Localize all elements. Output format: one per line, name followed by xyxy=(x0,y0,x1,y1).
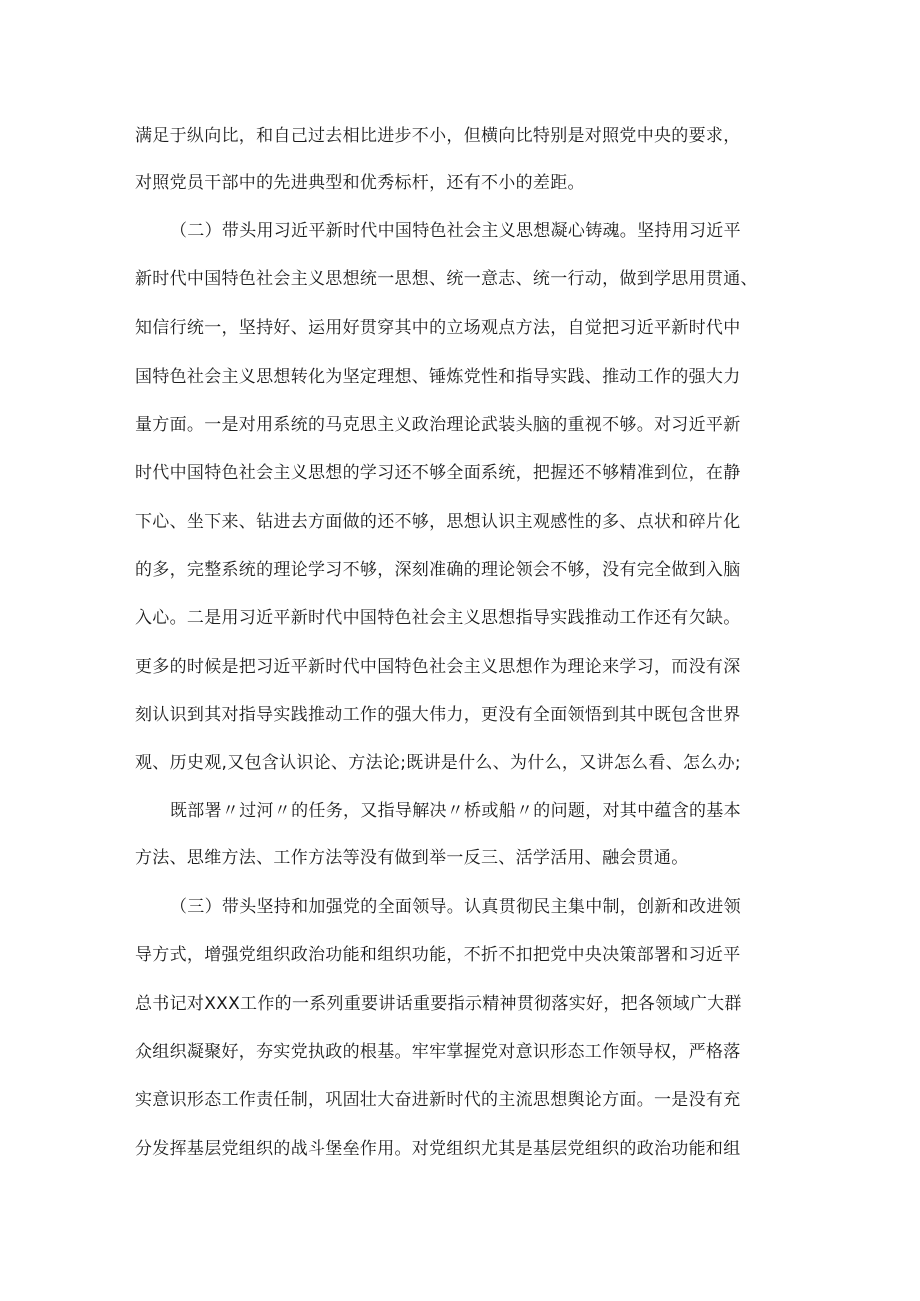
text-line-content: 众组织凝聚好，夯实党执政的根基。牢牢掌握党对意识形态工作领导权，严格落 xyxy=(135,1042,741,1062)
text-line xyxy=(0,362,920,392)
text-line-content: 分发挥基层党组织的战斗堡垒作用。对党组织尤其是基层党组织的政治功能和组 xyxy=(135,1139,741,1159)
text-line-content: 知信行统一，坚持好、运用好贯穿其中的立场观点方法，自觉把习近平新时代中 xyxy=(135,318,741,338)
text-line-content: 国特色社会主义思想转化为坚定理想、锤炼党性和指导实践、推动工作的强大力 xyxy=(135,367,741,387)
text-line-content: 新时代中国特色社会主义思想统一思想、统一意志、统一行动，做到学思用贯通、 xyxy=(135,269,758,289)
text-line xyxy=(0,603,920,633)
text-line xyxy=(0,410,920,440)
text-line xyxy=(0,1037,920,1067)
text-line xyxy=(0,940,920,970)
text-line xyxy=(0,216,920,246)
text-line-content: 的多，完整系统的理论学习不够，深刻准确的理论领会不够，没有完全做到入脑 xyxy=(135,560,741,580)
text-line-content: 既部署〃过河〃的任务，又指导解决〃桥或船〃的问题，对其中蕴含的基本 xyxy=(170,801,741,821)
text-line-content: 入心。二是用习近平新时代中国特色社会主义思想指导实践推动工作还有欠缺。 xyxy=(135,608,741,628)
text-line xyxy=(0,507,920,537)
text-line xyxy=(0,700,920,730)
text-line-content: 导方式，增强党组织政治功能和组织功能，不折不扣把党中央决策部署和习近平 xyxy=(135,945,741,965)
text-line xyxy=(0,121,920,151)
text-line xyxy=(0,843,920,873)
text-line xyxy=(0,264,920,294)
text-line-content: 下心、坐下来、钻进去方面做的还不够，思想认识主观感性的多、点状和碎片化 xyxy=(135,512,741,532)
text-line xyxy=(0,892,920,922)
text-line xyxy=(0,313,920,343)
text-line xyxy=(0,1134,920,1164)
text-line-content: 时代中国特色社会主义思想的学习还不够全面系统，把握还不够精准到位，在静 xyxy=(135,463,741,483)
text-line-content: 更多的时候是把习近平新时代中国特色社会主义思想作为理论来学习，而没有深 xyxy=(135,657,741,677)
text-line-content: 实意识形态工作责任制，巩固壮大奋进新时代的主流思想舆论方面。一是没有充 xyxy=(135,1090,741,1110)
text-line-content: 对照党员干部中的先进典型和优秀标杆，还有不小的差距。 xyxy=(135,173,585,193)
text-line-content: （三）带头坚持和加强党的全面领导。认真贯彻民主集中制，创新和改进领 xyxy=(170,897,741,917)
text-line xyxy=(0,168,920,198)
text-line xyxy=(0,458,920,488)
text-line xyxy=(0,555,920,585)
text-line xyxy=(0,1085,920,1115)
text-line-content: 刻认识到其对指导实践推动工作的强大伟力，更没有全面领悟到其中既包含世界 xyxy=(135,705,741,725)
text-line-content: （二）带头用习近平新时代中国特色社会主义思想凝心铸魂。坚持用习近平 xyxy=(170,221,741,241)
text-line xyxy=(0,989,920,1019)
text-line xyxy=(0,652,920,682)
text-line xyxy=(0,796,920,826)
text-line-content: 方法、思维方法、工作方法等没有做到举一反三、活学活用、融会贯通。 xyxy=(135,848,689,868)
text-line-content: 观、历史观,又包含认识论、方法论;既讲是什么、为什么，又讲怎么看、怎么办; xyxy=(135,753,741,773)
text-line-content: 量方面。一是对用系统的马克思主义政治理论武装头脑的重视不够。对习近平新 xyxy=(135,415,741,435)
text-line-content: 总书记对XXX工作的一系列重要讲话重要指示精神贯彻落实好，把各领域广大群 xyxy=(135,994,742,1014)
text-line-content: 满足于纵向比，和自己过去相比进步不小，但横向比特别是对照党中央的要求， xyxy=(135,126,741,146)
text-line xyxy=(0,748,920,778)
